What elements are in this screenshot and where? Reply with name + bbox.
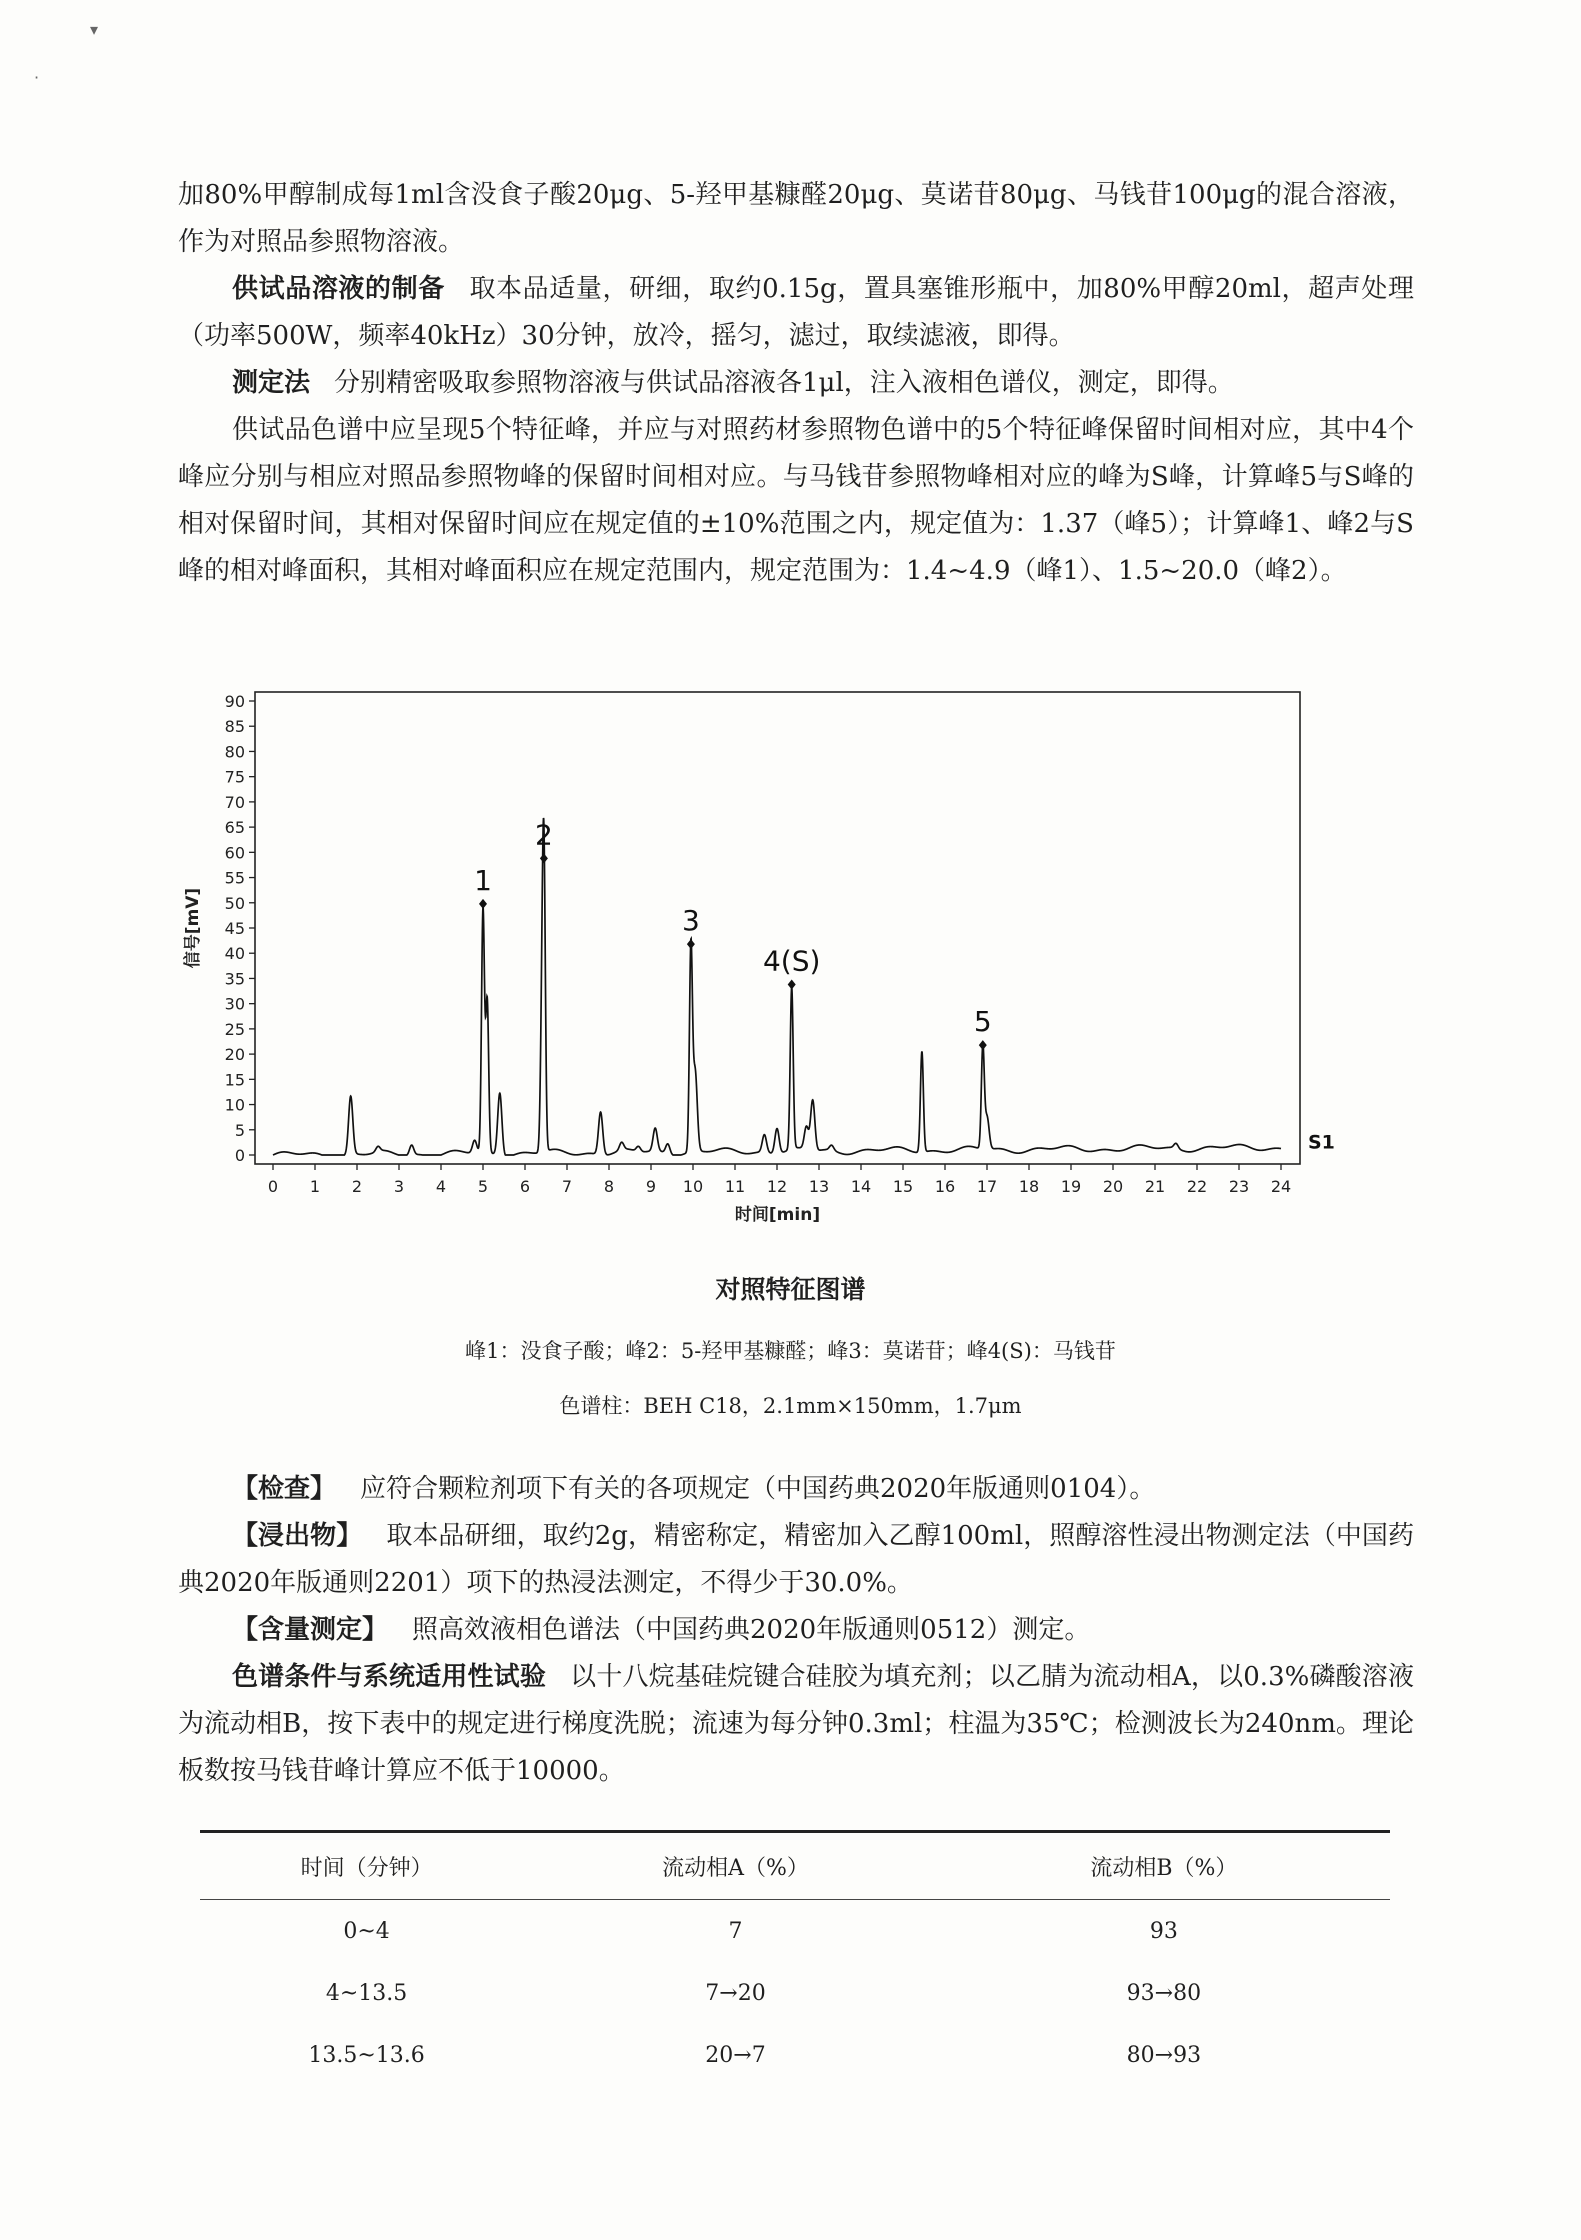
x-tick-label: 24 [1270, 1177, 1292, 1196]
series-label: S1 [1308, 1131, 1335, 1154]
x-tick-label: 1 [309, 1177, 321, 1196]
peak-marker [540, 853, 548, 863]
y-axis-label: 信号[mV] [183, 887, 203, 969]
y-tick-label: 0 [234, 1146, 245, 1165]
method-paragraph [178, 360, 1414, 407]
sample-prep-heading: 供试品溶液的制备 [232, 274, 445, 304]
x-tick-label: 18 [1018, 1177, 1040, 1196]
y-tick-label: 90 [224, 692, 245, 711]
x-tick-label: 7 [561, 1177, 573, 1196]
chart-caption-column: 色谱柱：BEH C18，2.1mm×150mm，1.7μm [559, 1394, 1022, 1418]
x-tick-label: 10 [682, 1177, 704, 1196]
extract-text: 取本品研细，取约2g，精密称定，精密加入乙醇100ml，照醇溶性浸出物测定法（中国药典2020年版通则2201）项下的热浸法测定，不得少于30.0%。 [178, 1521, 1414, 1598]
cell-phase-a: 20→7 [705, 2042, 766, 2068]
gradient-table [200, 1830, 1390, 2086]
x-tick-label: 0 [267, 1177, 279, 1196]
corner-mark-top: ▾ [90, 20, 99, 39]
y-tick-label: 30 [224, 994, 245, 1014]
x-tick-label: 5 [477, 1177, 489, 1196]
x-tick-label: 6 [519, 1177, 531, 1196]
plot-frame [255, 692, 1300, 1164]
method-heading: 测定法 [232, 368, 311, 398]
assay-text: 照高效液相色谱法（中国药典2020年版通则0512）测定。 [412, 1615, 1091, 1645]
extract-heading: 【浸出物】 [232, 1521, 363, 1551]
cell-phase-b: 80→93 [1126, 2042, 1202, 2068]
chromatogram-svg [160, 680, 1340, 1260]
peaks-requirement-paragraph: 供试品色谱中应呈现5个特征峰，并应与对照药材参照物色谱中的5个特征峰保留时间相对应，其中4个峰应分别与相应对照品参照物峰的保留时间相对应。与马钱苷参照物峰相对应的峰为S峰，计算峰5与S峰的相对保留时间，其相对保留时间应在规定值的±10%范围之内，规定值为：1.37（峰5）；计算峰1、峰2与S峰的相对峰面积，其相对峰面积应在规定范围内，规定范围为：1.4~4.9（峰1）、1.5~20.0（峰2）。 [178, 415, 1414, 586]
conditions-heading: 色谱条件与系统适用性试验 [232, 1662, 546, 1692]
y-tick-label: 50 [224, 893, 245, 913]
assay-heading: 【含量测定】 [232, 1615, 389, 1645]
y-tick-label: 5 [234, 1120, 245, 1140]
peak-label: 2 [534, 818, 553, 852]
x-tick-label: 4 [435, 1177, 447, 1196]
x-tick-label: 9 [645, 1177, 657, 1196]
peak-marker [479, 899, 487, 909]
peak-label: 5 [973, 1005, 992, 1039]
table-row [200, 1900, 1390, 1963]
x-tick-label: 2 [351, 1177, 363, 1196]
cell-phase-a: 7→20 [705, 1980, 766, 2006]
cell-phase-b: 93 [1149, 1918, 1178, 1944]
cell-time: 13.5~13.6 [308, 2042, 425, 2068]
cell-time: 0~4 [343, 1918, 390, 1944]
tests-section [178, 1466, 1414, 1795]
y-tick-label: 80 [224, 742, 245, 762]
method-text: 分别精密吸取参照物溶液与供试品溶液各1μl，注入液相色谱仪，测定，即得。 [334, 368, 1234, 398]
peak-label: 3 [681, 904, 700, 938]
x-tick-label: 12 [766, 1177, 788, 1196]
peak-marker [788, 980, 796, 990]
peak-marker [979, 1040, 987, 1050]
y-tick-label: 85 [224, 717, 245, 737]
x-tick-label: 17 [976, 1177, 998, 1196]
y-tick-label: 40 [224, 944, 245, 964]
x-tick-label: 20 [1102, 1177, 1124, 1196]
y-tick-label: 60 [224, 843, 245, 863]
cell-phase-a: 7 [728, 1918, 743, 1944]
peak-label: 4(S) [762, 944, 821, 978]
table-row [200, 2024, 1390, 2086]
x-tick-label: 22 [1186, 1177, 1208, 1196]
x-tick-label: 15 [892, 1177, 914, 1196]
peak-marker [687, 939, 695, 949]
sample-prep-paragraph [178, 266, 1414, 360]
conditions-text: 以十八烷基硅烷键合硅胶为填充剂；以乙腈为流动相A，以0.3%磷酸溶液为流动相B，按下表中的规定进行梯度洗脱；流速为每分钟0.3ml；柱温为35℃；检测波长为240nm。理论板数按马钱苷峰计算应不低于10000。 [178, 1662, 1414, 1786]
conditions-paragraph [178, 1654, 1414, 1795]
check-heading: 【检查】 [232, 1474, 337, 1504]
reference-solution-paragraph: 加80%甲醇制成每1ml含没食子酸20μg、5-羟甲基糠醛20μg、莫诺苷80μg、马钱苷100μg的混合溶液，作为对照品参照物溶液。 [178, 180, 1414, 257]
chart-caption-peaks: 峰1：没食子酸；峰2：5-羟甲基糠醛；峰3：莫诺苷；峰4(S)：马钱苷 [465, 1339, 1116, 1363]
peak-label: 1 [474, 863, 492, 897]
x-tick-label: 8 [603, 1177, 615, 1196]
x-tick-label: 19 [1060, 1177, 1082, 1196]
table-row [200, 1962, 1390, 2024]
y-tick-label: 45 [224, 919, 245, 938]
x-tick-label: 14 [850, 1177, 872, 1196]
table-header-row [200, 1832, 1390, 1900]
corner-mark-left: · [34, 68, 40, 87]
check-text: 应符合颗粒剂项下有关的各项规定（中国药典2020年版通则0104）。 [360, 1474, 1156, 1504]
intro-section [178, 172, 1414, 595]
x-tick-label: 21 [1144, 1177, 1166, 1196]
y-tick-label: 10 [224, 1095, 245, 1115]
y-tick-label: 55 [224, 868, 245, 888]
assay-paragraph [178, 1607, 1414, 1654]
cell-time: 4~13.5 [325, 1980, 408, 2006]
header-phase-a: 流动相A（%） [662, 1855, 809, 1881]
x-tick-label: 13 [808, 1177, 830, 1196]
chart-caption-title: 对照特征图谱 [715, 1275, 866, 1304]
y-tick-label: 35 [224, 969, 245, 989]
series-line-s1 [273, 818, 1281, 1155]
x-tick-label: 16 [934, 1177, 956, 1196]
x-tick-label: 23 [1228, 1177, 1250, 1196]
y-tick-label: 75 [224, 767, 245, 787]
y-tick-label: 25 [224, 1019, 245, 1039]
y-tick-label: 65 [224, 818, 245, 838]
header-phase-b: 流动相B（%） [1090, 1855, 1238, 1881]
x-tick-label: 11 [724, 1177, 746, 1196]
y-tick-label: 15 [224, 1070, 245, 1090]
chromatogram-chart [160, 680, 1340, 1260]
cell-phase-b: 93→80 [1126, 1980, 1202, 2006]
x-axis-label: 时间[min] [734, 1205, 821, 1225]
y-tick-label: 20 [224, 1045, 245, 1065]
extract-paragraph [178, 1513, 1414, 1607]
sample-prep-text: 取本品适量，研细，取约0.15g，置具塞锥形瓶中，加80%甲醇20ml，超声处理（功率500W，频率40kHz）30分钟，放冷，摇匀，滤过，取续滤液，即得。 [178, 274, 1414, 351]
header-time: 时间（分钟） [300, 1855, 433, 1881]
y-tick-label: 70 [224, 792, 245, 812]
check-paragraph [178, 1466, 1414, 1513]
gradient-table-container [200, 1830, 1390, 2086]
x-tick-label: 3 [393, 1177, 405, 1196]
